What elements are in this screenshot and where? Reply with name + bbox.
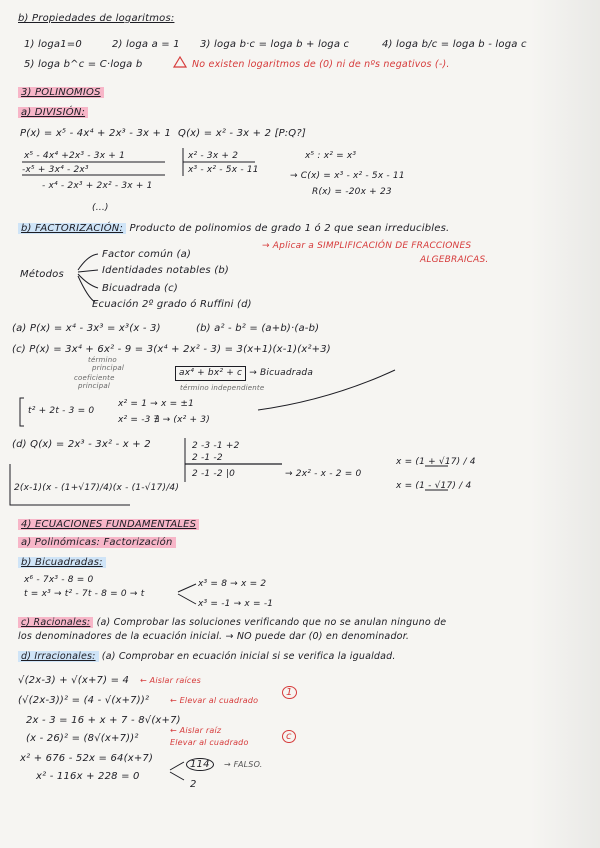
cociente: → C(x) = x³ - x² - 5x - 11 bbox=[290, 171, 405, 181]
apply-note: → Aplicar a SIMPLIFICACIÓN DE FRACCIONES bbox=[262, 241, 472, 251]
example-a: (a) P(x) = x⁴ - 3x³ = x³(x - 3) bbox=[12, 323, 161, 334]
note-principal-2: principal bbox=[78, 382, 110, 390]
ruffini-equation: → 2x² - x - 2 = 0 bbox=[285, 469, 362, 479]
method-ruffini: Ecuación 2º grado ó Ruffini (d) bbox=[92, 299, 252, 310]
px-definition: P(x) = x⁵ - 4x⁴ + 2x³ - 3x + 1 bbox=[20, 128, 172, 139]
irr-step-3: 2x - 3 = 16 + x + 7 - 8√(x+7) bbox=[26, 715, 181, 726]
bicuadrada-sol-2: x² = -3 ∄ → (x² + 3) bbox=[118, 415, 210, 425]
division-row-1: x⁵ - 4x⁴ +2x³ - 3x + 1 bbox=[24, 151, 126, 161]
bicuadrada-sol-1: x² = 1 → x = ±1 bbox=[118, 399, 195, 409]
ruffini-sol-2: x = (1 - √17) / 4 bbox=[396, 481, 472, 491]
divisor: x² - 3x + 2 bbox=[188, 151, 239, 161]
irr-note-2: ← Elevar al cuadrado bbox=[170, 696, 259, 705]
quotient: x³ - x² - 5x - 11 bbox=[188, 165, 259, 175]
resto: R(x) = -20x + 23 bbox=[312, 187, 392, 197]
irr-step-2: (√(2x-3))² = (4 - √(x+7))² bbox=[18, 695, 150, 706]
example-c: (c) P(x) = 3x⁴ + 6x² - 9 = 3(x⁴ + 2x² - 3) = 3(x+1)(x-1)(x²+3) bbox=[12, 344, 331, 355]
bicuadrada-ex-sol-2: x³ = -1 → x = -1 bbox=[198, 599, 274, 609]
ruffini-factorization: 2(x-1)(x - (1+√17)/4)(x - (1-√17)/4) bbox=[14, 483, 180, 493]
irr-step-5: x² + 676 - 52x = 64(x+7) bbox=[20, 753, 154, 764]
irr-sol-1-note: → FALSO. bbox=[224, 760, 263, 769]
log-prop-5: 5) loga b^c = C·loga b bbox=[24, 59, 143, 70]
example-d: (d) Q(x) = 2x³ - 3x² - x + 2 bbox=[12, 439, 151, 450]
bicuadrada-ex-sol-1: x³ = 8 → x = 2 bbox=[198, 579, 267, 589]
log-warning: No existen logaritmos de (0) ni de nºs negativos (-). bbox=[192, 59, 450, 70]
irr-sol-1: 114 bbox=[186, 758, 214, 771]
division-step: x⁵ : x² = x³ bbox=[305, 151, 357, 161]
irr-mark-1: 1 bbox=[282, 686, 297, 699]
eq-polinomicas: a) Polinómicas: Factorización bbox=[18, 536, 176, 549]
ruffini-row-3: 2 -1 -2 |0 bbox=[192, 469, 236, 479]
log-prop-4: 4) loga b/c = loga b - loga c bbox=[382, 39, 527, 50]
irr-step-4: (x - 26)² = (8√(x+7))² bbox=[26, 733, 139, 744]
division-row-3: - x⁴ - 2x³ + 2x² - 3x + 1 bbox=[42, 181, 153, 191]
method-factor-comun: Factor común (a) bbox=[102, 249, 192, 260]
ruffini-row-1: 2 -3 -1 +2 bbox=[192, 441, 240, 451]
apply-note-2: ALGEBRAICAS. bbox=[420, 255, 489, 265]
bicuadrada-eq: t² + 2t - 3 = 0 bbox=[28, 406, 95, 416]
note-termino: término bbox=[88, 356, 117, 364]
division-ellipsis: (...) bbox=[92, 203, 109, 213]
equations-title: 4) ECUACIONES FUNDAMENTALES bbox=[18, 518, 199, 531]
bicuadrada-form: ax⁴ + bx² + c → Bicuadrada bbox=[175, 366, 313, 381]
irr-note-3: ← Aislar raíz bbox=[170, 726, 222, 735]
ruffini-row-2: 2 -1 -2 bbox=[192, 453, 223, 463]
irr-note-1: ← Aislar raíces bbox=[140, 676, 201, 685]
poly-title: 3) POLINOMIOS bbox=[18, 86, 104, 99]
irr-step-6: x² - 116x + 228 = 0 bbox=[36, 771, 140, 782]
method-bicuadrada: Bicuadrada (c) bbox=[102, 283, 178, 294]
bicuadrada-ex-1: x⁶ - 7x³ - 8 = 0 bbox=[24, 575, 94, 585]
ruffini-sol-1: x = (1 + √17) / 4 bbox=[396, 457, 476, 467]
methods-label: Métodos bbox=[20, 269, 64, 280]
eq-bicuadradas: b) Bicuadradas: bbox=[18, 556, 106, 569]
log-prop-3: 3) loga b·c = loga b + loga c bbox=[200, 39, 350, 50]
irr-mark-2: c bbox=[282, 730, 296, 743]
log-prop-2: 2) loga a = 1 bbox=[112, 39, 180, 50]
eq-racionales-2: los denominadores de la ecuación inicial. → NO puede dar (0) en denominador. bbox=[18, 631, 410, 642]
log-title: b) Propiedades de logaritmos: bbox=[18, 13, 175, 24]
irr-step-1: √(2x-3) + √(x+7) = 4 bbox=[18, 675, 130, 686]
irr-note-4: Elevar al cuadrado bbox=[170, 738, 249, 747]
eq-racionales: c) Racionales: (a) Comprobar las soluciones verificando que no se anulan ninguno de bbox=[18, 616, 446, 629]
bicuadrada-ex-2: t = x³ → t² - 7t - 8 = 0 → t bbox=[24, 589, 145, 599]
qx-definition: Q(x) = x² - 3x + 2 [P:Q?] bbox=[178, 128, 306, 139]
example-b: (b) a² - b² = (a+b)·(a-b) bbox=[196, 323, 320, 334]
log-prop-1: 1) loga1=0 bbox=[24, 39, 82, 50]
factorization-title: b) FACTORIZACIÓN: Producto de polinomios de grado 1 ó 2 que sean irreducibles. bbox=[18, 222, 449, 235]
eq-irracionales: d) Irracionales: (a) Comprobar en ecuación inicial si se verifica la igualdad. bbox=[18, 650, 396, 663]
irr-sol-2: 2 bbox=[190, 779, 197, 790]
note-principal: principal bbox=[92, 364, 124, 372]
division-title: a) DIVISIÓN: bbox=[18, 106, 88, 119]
note-coeficiente: coeficiente bbox=[74, 374, 115, 382]
note-independiente: término independiente bbox=[180, 384, 265, 392]
method-identidades: Identidades notables (b) bbox=[102, 265, 229, 276]
division-row-2: -x⁵ + 3x⁴ - 2x³ bbox=[22, 165, 89, 175]
